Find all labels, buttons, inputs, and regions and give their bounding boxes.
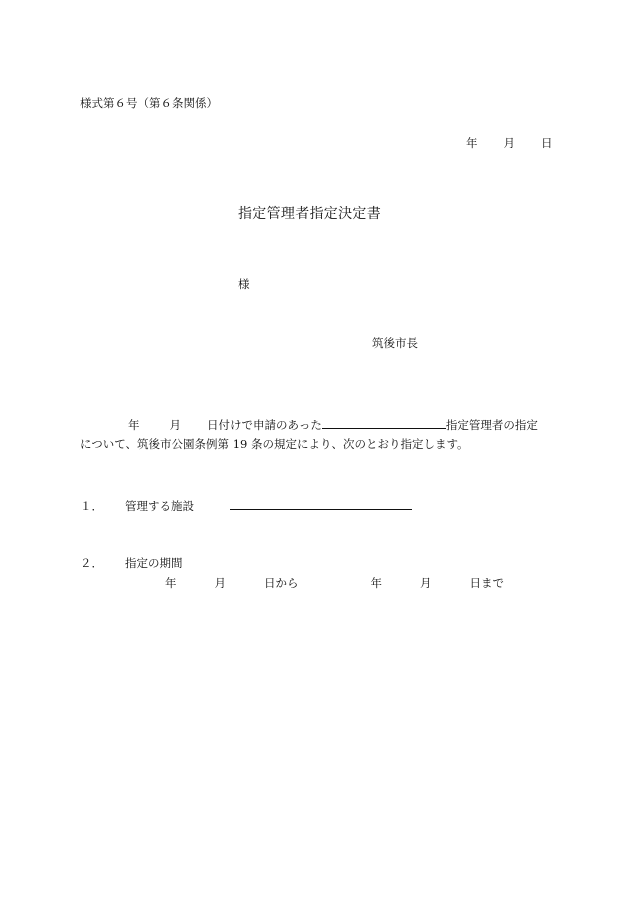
period-start-month: 月 [214, 576, 226, 590]
item-number: １． [80, 499, 103, 513]
period-end-month: 月 [420, 576, 432, 590]
item-label: 管理する施設 [125, 499, 194, 513]
applicant-blank-line [322, 417, 446, 429]
period-start-year: 年 [165, 576, 177, 590]
issuer-name: 筑後市長 [372, 336, 418, 350]
body-paragraph-line-1 [128, 417, 538, 432]
period-start-day: 日から [264, 576, 299, 590]
issue-date-line [466, 138, 553, 150]
body-year-label: 年 [128, 418, 140, 432]
document-title: 指定管理者指定決定書 [238, 206, 381, 222]
recipient-honorific: 様 [238, 277, 250, 291]
period-range-line [165, 578, 504, 590]
item-number: ２． [80, 556, 103, 570]
item-facility [80, 498, 412, 513]
item-label: 指定の期間 [125, 556, 183, 570]
period-end-day: 日まで [469, 576, 504, 590]
body-day-text: 日付けで申請のあった [207, 418, 322, 432]
facility-blank-line [230, 498, 412, 510]
body-after-blank: 指定管理者の指定 [445, 418, 538, 432]
date-month-label: 月 [503, 136, 515, 150]
item-period [80, 558, 183, 570]
body-paragraph-line-2: について、筑後市公園条例第 19 条の規定により、次のとおり指定します。 [80, 437, 469, 451]
form-number: 様式第６号（第６条関係） [80, 96, 218, 110]
date-day-label: 日 [541, 136, 553, 150]
date-year-label: 年 [466, 136, 478, 150]
body-month-label: 月 [169, 418, 181, 432]
period-end-year: 年 [370, 576, 382, 590]
